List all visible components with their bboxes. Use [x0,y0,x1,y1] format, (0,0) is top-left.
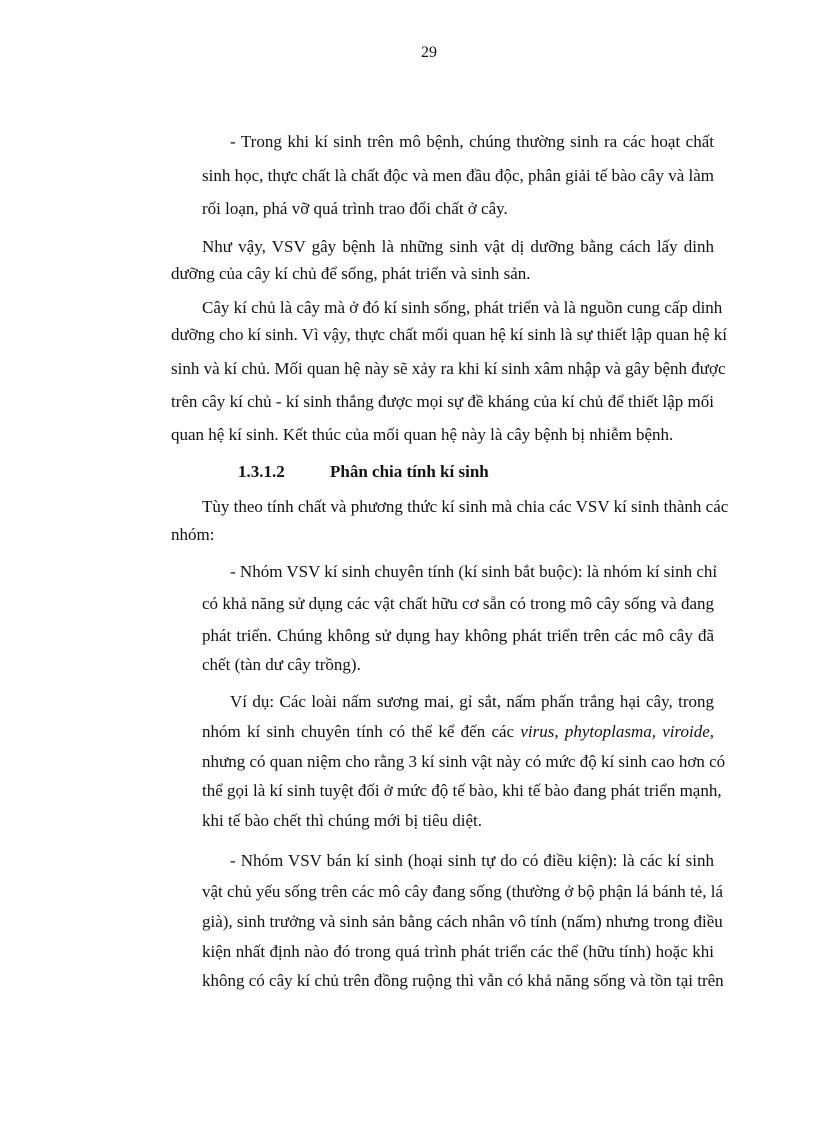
text-line: rối loạn, phá vỡ quá trình trao đổi chất ở cây. [202,199,508,218]
text-line: già), sinh trưởng và sinh sản bằng cách nhân vô tính (nấm) nhưng trong điều [202,912,723,931]
text-line: Cây kí chủ là cây mà ở đó kí sinh sống, phát triển và là nguồn cung cấp dinh [202,298,723,317]
text-line: - Trong khi kí sinh trên mô bệnh, chúng thường sinh ra các hoạt chất [230,132,714,151]
italic-term: virus [520,722,555,741]
text-line: dưỡng cho kí sinh. Vì vậy, thực chất mối quan hệ kí sinh là sự thiết lập quan hệ kí [171,325,727,344]
text-line: - Nhóm VSV kí sinh chuyên tính (kí sinh bắt buộc): là nhóm kí sinh chỉ [230,562,718,581]
text-line: phát triển. Chúng không sử dụng hay không phát triển trên các mô cây đã [202,626,714,645]
text-line: khi tế bào chết thì chúng mới bị tiêu diệt. [202,811,482,830]
text-line: không có cây kí chủ trên đồng ruộng thì vẫn có khả năng sống và tồn tại trên [202,971,724,990]
text-line: Tùy theo tính chất và phương thức kí sinh mà chia các VSV kí sinh thành các [202,497,729,516]
text-line: dưỡng của cây kí chủ để sống, phát triển và sinh sản. [171,264,531,283]
text-line: kiện nhất định nào đó trong quá trình phát triển các thể (hữu tính) hoặc khi [202,942,714,961]
text-line: - Nhóm VSV bán kí sinh (hoại sinh tự do có điều kiện): là các kí sinh [230,851,714,870]
text-line: sinh học, thực chất là chất độc và men đầu độc, phân giải tế bào cây và làm [202,166,714,185]
text-line: trên cây kí chủ - kí sinh thắng được mọi sự đề kháng của kí chủ để thiết lập mối [171,392,714,411]
text-line: Như vậy, VSV gây bệnh là những sinh vật dị dưỡng bằng cách lấy dinh [202,237,714,256]
text-line: chết (tàn dư cây trồng). [202,655,361,674]
text-line: vật chủ yếu sống trên các mô cây đang sống (thường ở bộ phận lá bánh tẻ, lá [202,882,723,901]
page-number: 29 [421,44,437,61]
italic-term: phytoplasma, viroide [564,722,710,741]
text-line: nhóm: [171,525,215,544]
section-title: Phân chia tính kí sinh [330,462,489,481]
text-line: sinh và kí chủ. Mối quan hệ này sẽ xảy ra khi kí sinh xâm nhập và gây bệnh được [171,359,726,378]
text-line [202,722,714,742]
section-heading [238,462,489,482]
text-line: thể gọi là kí sinh tuyệt đối ở mức độ tế bào, khi tế bào đang phát triển mạnh, [202,781,722,800]
text-line: có khả năng sử dụng các vật chất hữu cơ sẵn có trong mô cây sống và đang [202,594,714,613]
text-span: nhóm kí sinh chuyên tính có thể kể đến các [202,722,521,741]
text-line: Ví dụ: Các loài nấm sương mai, gỉ sắt, nấm phấn trắng hại cây, trong [230,692,714,711]
text-span: , [709,722,714,741]
text-span: , [554,722,565,741]
text-line: quan hệ kí sinh. Kết thúc của mối quan hệ này là cây bệnh bị nhiễm bệnh. [171,425,674,444]
section-number: 1.3.1.2 [238,462,285,481]
text-line: nhưng có quan niệm cho rằng 3 kí sinh vật này có mức độ kí sinh cao hơn có [202,752,726,771]
